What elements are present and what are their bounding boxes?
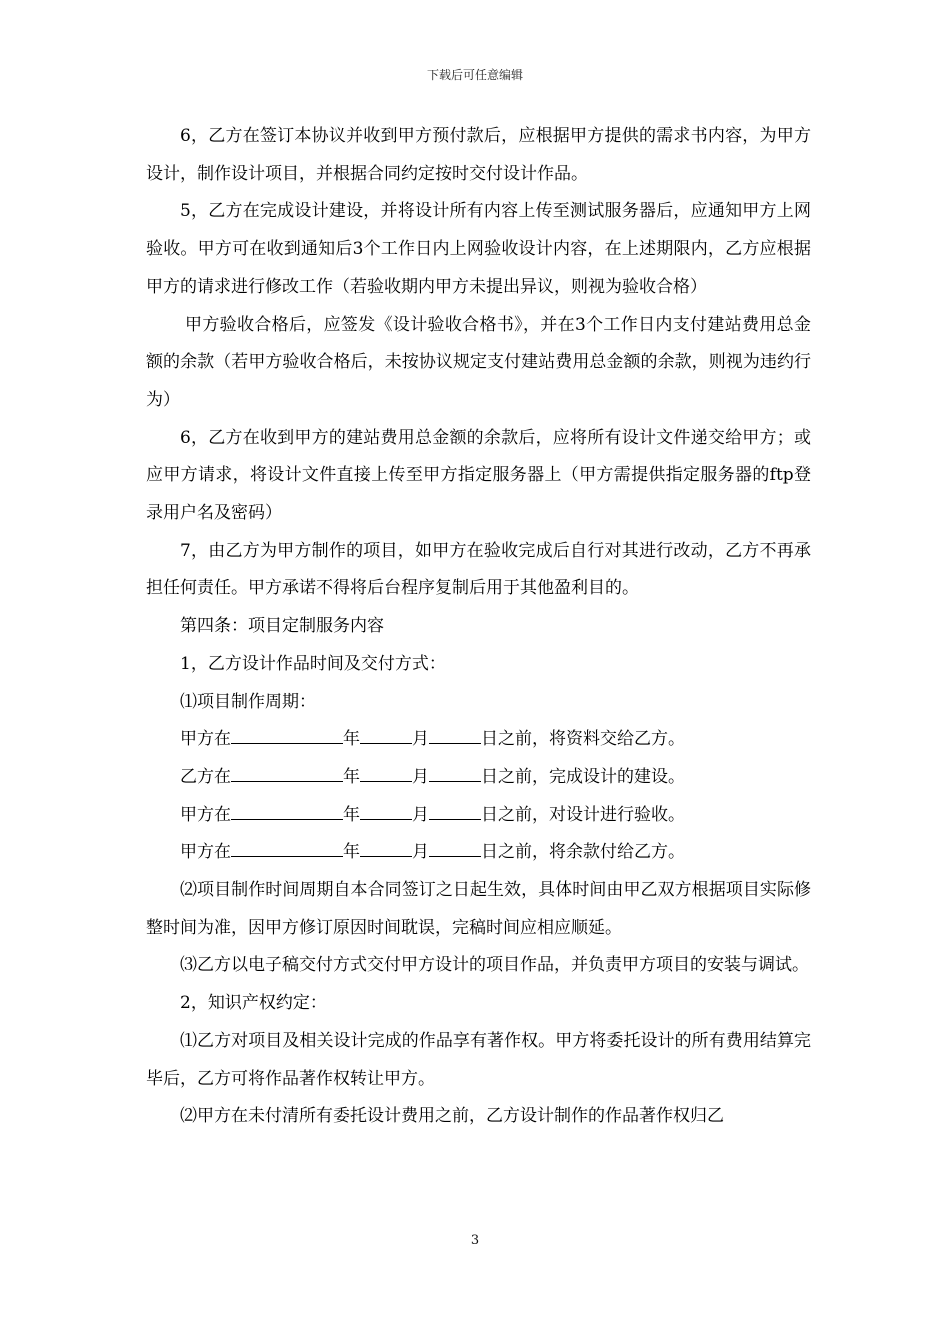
schedule-row <box>146 834 811 872</box>
schedule-task: 日之前，完成设计的建设。 <box>481 766 685 787</box>
schedule-party: 甲方在 <box>180 729 231 750</box>
month-blank-field[interactable] <box>360 763 412 782</box>
year-label: 年 <box>343 766 360 787</box>
schedule-party: 甲方在 <box>180 842 231 863</box>
day-blank-field[interactable] <box>429 801 481 820</box>
year-blank-field[interactable] <box>231 801 343 820</box>
month-blank-field[interactable] <box>360 838 412 857</box>
month-label: 月 <box>412 804 429 825</box>
paragraph-item-1-time-delivery: 1，乙方设计作品时间及交付方式： <box>180 653 446 674</box>
year-label: 年 <box>343 729 360 750</box>
section-heading-article-4: 第四条：项目定制服务内容 <box>180 616 384 637</box>
schedule-party: 甲方在 <box>180 804 231 825</box>
year-blank-field[interactable] <box>231 763 343 782</box>
month-label: 月 <box>412 766 429 787</box>
month-blank-field[interactable] <box>360 725 412 744</box>
document-body <box>146 118 811 1136</box>
day-blank-field[interactable] <box>429 725 481 744</box>
month-blank-field[interactable] <box>360 801 412 820</box>
paragraph-clause-5-acceptance: 5，乙方在完成设计建设，并将设计所有内容上传至测试服务器后，应通知甲方上网验收。甲方可在收到通知后3个工作日内上网验收设计内容，在上述期限内，乙方应根据甲方的请求进行修改工作（若验收期内甲方未提出异议，则视为验收合格） <box>146 201 811 297</box>
schedule-party: 乙方在 <box>180 766 231 787</box>
paragraph-ip-subitem-2: ⑵甲方在未付清所有委托设计费用之前，乙方设计制作的作品著作权归乙 <box>180 1106 724 1127</box>
paragraph-acceptance-payment: 甲方验收合格后，应签发《设计验收合格书》，并在3个工作日内支付建站费用总金额的余款（若甲方验收合格后，未按协议规定支付建站费用总金额的余款，则视为违约行为） <box>146 314 811 410</box>
paragraph-subitem-3-electronic-delivery: ⑶乙方以电子稿交付方式交付甲方设计的项目作品，并负责甲方项目的安装与调试。 <box>180 955 809 976</box>
schedule-row <box>146 759 811 797</box>
paragraph-item-2-ip: 2，知识产权约定： <box>180 993 327 1014</box>
schedule-task: 日之前，将资料交给乙方。 <box>481 729 685 750</box>
paragraph-subitem-2-period: ⑵项目制作时间周期自本合同签订之日起生效，具体时间由甲乙双方根据项目实际修整时间为准，因甲方修订原因时间耽误，完稿时间应相应顺延。 <box>146 880 811 938</box>
month-label: 月 <box>412 842 429 863</box>
schedule-row <box>146 721 811 759</box>
day-blank-field[interactable] <box>429 838 481 857</box>
paragraph-clause-6-delivery: 6，乙方在收到甲方的建站费用总金额的余款后，应将所有设计文件递交给甲方；或应甲方请求，将设计文件直接上传至甲方指定服务器上（甲方需提供指定服务器的ftp登录用户名及密码） <box>146 427 811 524</box>
schedule-task: 日之前，将余款付给乙方。 <box>481 842 685 863</box>
paragraph-subitem-1-cycle: ⑴项目制作周期： <box>180 691 316 712</box>
year-blank-field[interactable] <box>231 725 343 744</box>
month-label: 月 <box>412 729 429 750</box>
year-label: 年 <box>343 804 360 825</box>
paragraph-clause-6-design: 6，乙方在签订本协议并收到甲方预付款后，应根据甲方提供的需求书内容，为甲方设计，制作设计项目，并根据合同约定按时交付设计作品。 <box>146 126 811 184</box>
page-number: 3 <box>470 1233 480 1248</box>
paragraph-ip-subitem-1: ⑴乙方对项目及相关设计完成的作品享有著作权。甲方将委托设计的所有费用结算完毕后，乙方可将作品著作权转让甲方。 <box>146 1030 811 1089</box>
schedule-row <box>146 797 811 835</box>
paragraph-clause-7-liability: 7，由乙方为甲方制作的项目，如甲方在验收完成后自行对其进行改动，乙方不再承担任何责任。甲方承诺不得将后台程序复制后用于其他盈利目的。 <box>146 540 811 599</box>
schedule-task: 日之前，对设计进行验收。 <box>481 804 685 825</box>
year-blank-field[interactable] <box>231 838 343 857</box>
year-label: 年 <box>343 842 360 863</box>
page-header: 下载后可任意编辑 <box>426 68 523 82</box>
day-blank-field[interactable] <box>429 763 481 782</box>
